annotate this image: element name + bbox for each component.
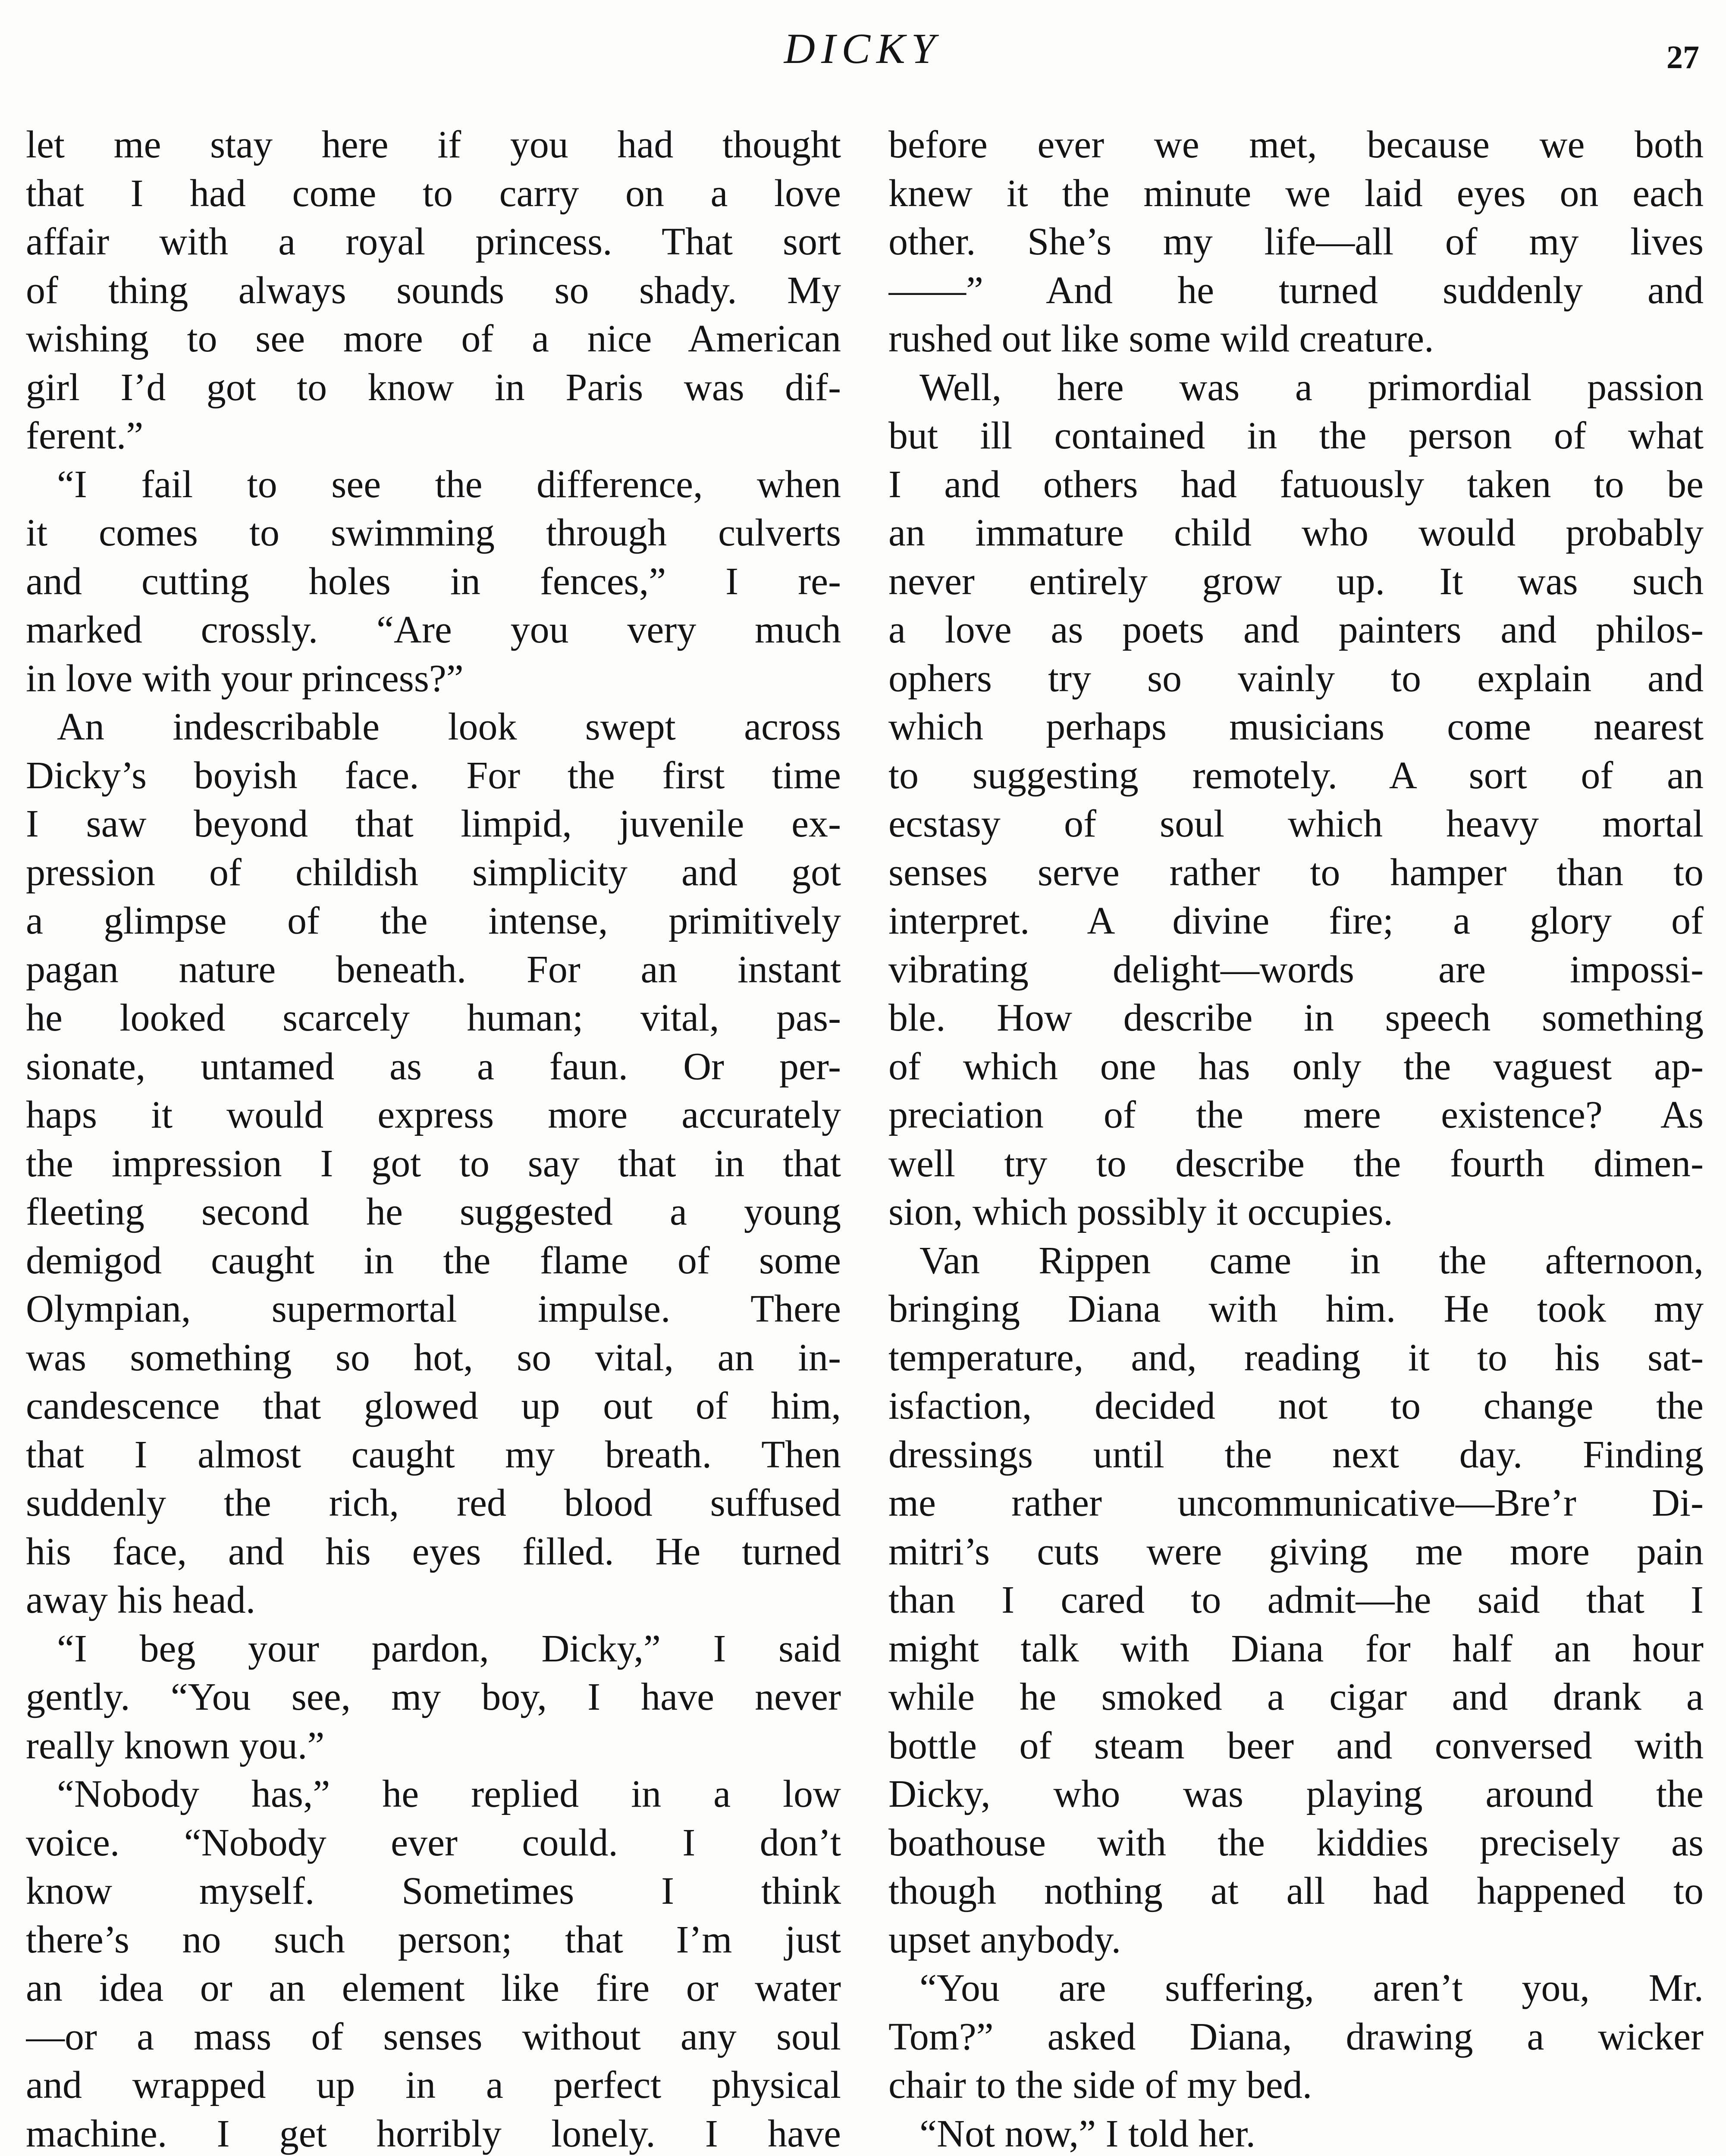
left-column xyxy=(26,121,841,2156)
text-line: rushed out like some wild creature. xyxy=(888,317,1434,360)
text-line: but ill contained in the person of what xyxy=(888,414,1704,457)
text-line: I and others had fatuously taken to be xyxy=(888,463,1704,506)
text-line: though nothing at all had happened to xyxy=(888,1870,1704,1912)
text-line: I saw beyond that limpid, juvenile ex- xyxy=(26,802,841,845)
text-line: vibrating delight—words are impossi- xyxy=(888,948,1704,991)
text-line: might talk with Diana for half an hour xyxy=(888,1627,1704,1670)
text-line: which perhaps musicians come nearest xyxy=(888,705,1704,748)
text-line: haps it would express more accurately xyxy=(26,1094,841,1136)
text-line: a love as poets and painters and philos- xyxy=(888,608,1704,651)
text-line: gently. “You see, my boy, I have never xyxy=(26,1676,841,1718)
text-line: dressings until the next day. Finding xyxy=(888,1433,1704,1476)
text-line: voice. “Nobody ever could. I don’t xyxy=(26,1821,841,1864)
text-line: interpret. A divine fire; a glory of xyxy=(888,899,1704,942)
text-line: an immature child who would probably xyxy=(888,511,1704,554)
text-line: marked crossly. “Are you very much xyxy=(26,608,841,651)
text-line: while he smoked a cigar and drank a xyxy=(888,1676,1704,1718)
text-line: Dicky’s boyish face. For the first time xyxy=(26,754,841,797)
text-line: affair with a royal princess. That sort xyxy=(26,220,841,263)
text-line: “You are suffering, aren’t you, Mr. xyxy=(919,1967,1704,2009)
text-line: “Not now,” I told her. xyxy=(919,2112,1255,2155)
text-line: demigod caught in the flame of some xyxy=(26,1239,841,1282)
text-line: Olympian, supermortal impulse. There xyxy=(26,1288,841,1330)
text-line: Tom?” asked Diana, drawing a wicker xyxy=(888,2015,1704,2058)
text-line: that I almost caught my breath. Then xyxy=(26,1433,841,1476)
running-title: DICKY xyxy=(784,25,941,72)
text-line: pression of childish simplicity and got xyxy=(26,851,841,894)
text-line: to suggesting remotely. A sort of an xyxy=(888,754,1704,797)
text-line: before ever we met, because we both xyxy=(888,123,1704,166)
text-line: and wrapped up in a perfect physical xyxy=(26,2064,841,2106)
text-line: let me stay here if you had thought xyxy=(26,123,841,166)
text-line: ——” And he turned suddenly and xyxy=(888,269,1704,312)
text-line: fleeting second he suggested a young xyxy=(26,1191,841,1233)
text-line: really known you.” xyxy=(26,1724,325,1767)
text-line: “Nobody has,” he replied in a low xyxy=(57,1773,841,1815)
text-line: An indescribable look swept across xyxy=(57,705,841,748)
text-line: preciation of the mere existence? As xyxy=(888,1094,1704,1136)
text-line: that I had come to carry on a love xyxy=(26,172,841,215)
text-line: his face, and his eyes filled. He turned xyxy=(26,1530,841,1573)
text-line: ferent.” xyxy=(26,414,144,457)
text-line: isfaction, decided not to change the xyxy=(888,1385,1704,1427)
text-line: other. She’s my life—all of my lives xyxy=(888,220,1704,263)
text-line: girl I’d got to know in Paris was dif- xyxy=(26,366,841,409)
right-column xyxy=(888,121,1704,2156)
text-line: bringing Diana with him. He took my xyxy=(888,1288,1704,1330)
text-line: in love with your princess?” xyxy=(26,657,464,700)
text-line: than I cared to admit—he said that I xyxy=(888,1579,1704,1621)
text-line: “I beg your pardon, Dicky,” I said xyxy=(57,1627,841,1670)
text-line: machine. I get horribly lonely. I have xyxy=(26,2112,841,2155)
text-line: senses serve rather to hamper than to xyxy=(888,851,1704,894)
text-line: of thing always sounds so shady. My xyxy=(26,269,841,312)
text-line: ophers try so vainly to explain and xyxy=(888,657,1704,700)
text-line: ecstasy of soul which heavy mortal xyxy=(888,802,1704,845)
text-line: bottle of steam beer and conversed with xyxy=(888,1724,1704,1767)
text-line: sion, which possibly it occupies. xyxy=(888,1191,1393,1233)
text-line: suddenly the rich, red blood suffused xyxy=(26,1482,841,1524)
text-line: me rather uncommunicative—Bre’r Di- xyxy=(888,1482,1704,1524)
text-line: the impression I got to say that in that xyxy=(26,1142,841,1185)
text-line: candescence that glowed up out of him, xyxy=(26,1385,841,1427)
text-line: temperature, and, reading it to his sat- xyxy=(888,1336,1704,1379)
text-line: never entirely grow up. It was such xyxy=(888,560,1704,603)
text-line: and cutting holes in fences,” I re- xyxy=(26,560,841,603)
text-line: he looked scarcely human; vital, pas- xyxy=(26,997,841,1039)
text-line: a glimpse of the intense, primitively xyxy=(26,899,841,942)
text-line: of which one has only the vaguest ap- xyxy=(888,1045,1704,1088)
text-line: —or a mass of senses without any soul xyxy=(26,2015,841,2058)
text-line: was something so hot, so vital, an in- xyxy=(26,1336,841,1379)
text-line: knew it the minute we laid eyes on each xyxy=(888,172,1704,215)
text-line: there’s no such person; that I’m just xyxy=(26,1918,841,1961)
text-line: away his head. xyxy=(26,1579,256,1621)
text-line: well try to describe the fourth dimen- xyxy=(888,1142,1704,1185)
text-line: wishing to see more of a nice American xyxy=(26,317,841,360)
text-line: upset anybody. xyxy=(888,1918,1121,1961)
text-line: chair to the side of my bed. xyxy=(888,2064,1312,2106)
text-line: an idea or an element like fire or water xyxy=(26,1967,841,2009)
text-line: Dicky, who was playing around the xyxy=(888,1773,1704,1815)
text-line: sionate, untamed as a faun. Or per- xyxy=(26,1045,841,1088)
text-line: boathouse with the kiddies precisely as xyxy=(888,1821,1704,1864)
text-line: pagan nature beneath. For an instant xyxy=(26,948,841,991)
text-line: “I fail to see the difference, when xyxy=(57,463,841,506)
text-line: mitri’s cuts were giving me more pain xyxy=(888,1530,1704,1573)
text-line: it comes to swimming through culverts xyxy=(26,511,841,554)
text-line: know myself. Sometimes I think xyxy=(26,1870,841,1912)
page-number: 27 xyxy=(1666,39,1699,75)
text-line: Van Rippen came in the afternoon, xyxy=(919,1239,1704,1282)
text-line: Well, here was a primordial passion xyxy=(919,366,1704,409)
text-line: ble. How describe in speech something xyxy=(888,997,1704,1039)
